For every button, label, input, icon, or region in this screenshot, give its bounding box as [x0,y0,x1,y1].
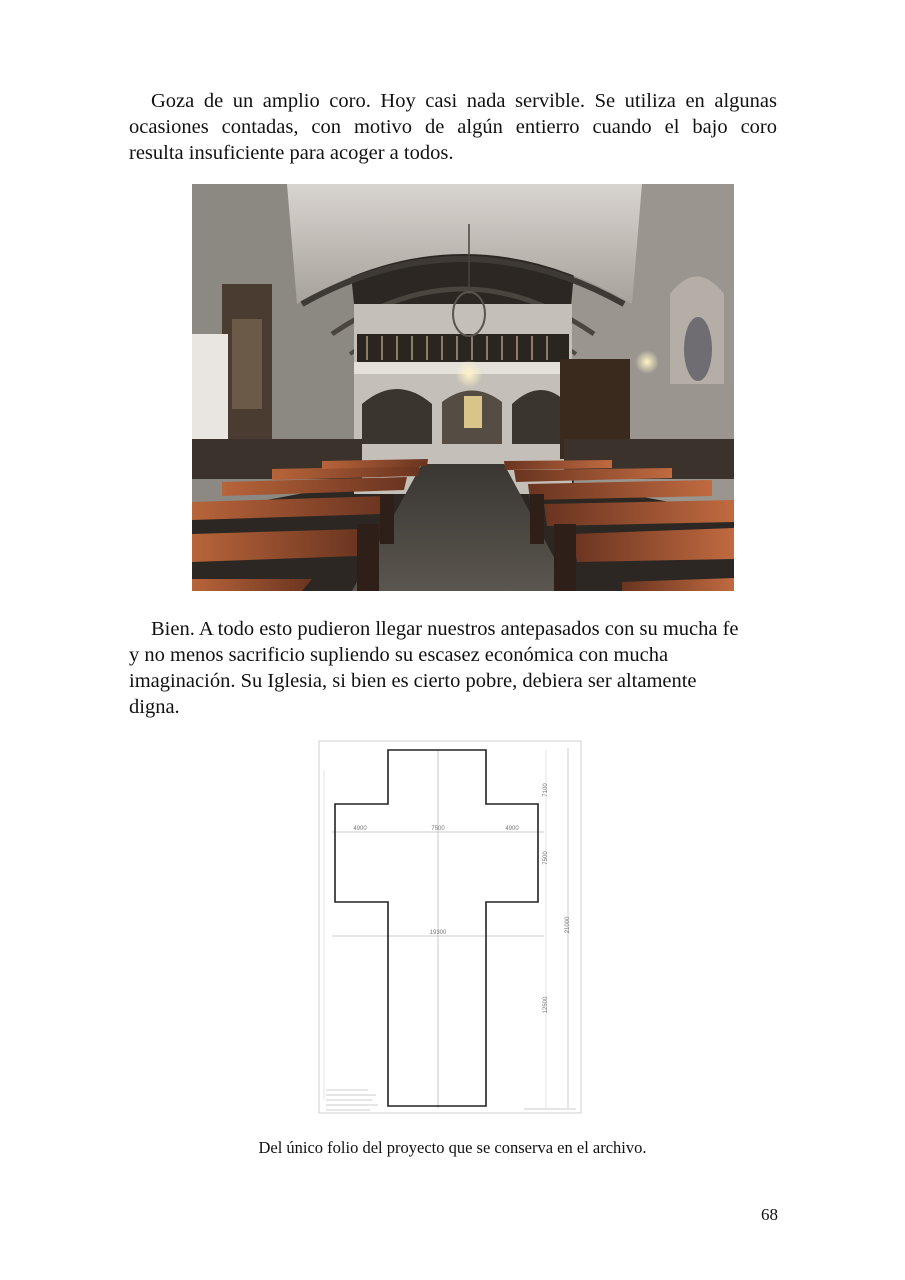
paragraph-2 [129,616,777,720]
paragraph-line: Goza de un amplio coro. Hoy casi nada servible. Se utiliza en algunas [151,90,777,112]
plan-dimension: 4900 [353,826,367,832]
plan-dimension: 7500 [543,851,549,865]
church-interior-photo [192,184,734,591]
page-number: 68 [761,1205,778,1224]
title-block-scribble [326,1090,576,1110]
cross-plan-drawing [318,740,582,1114]
plan-dimension: 19300 [429,930,447,936]
plan-dimension: 7500 [431,826,445,832]
paragraph-1 [129,88,777,166]
church-floor-plan [318,740,582,1114]
plan-dimension: 21000 [565,916,571,934]
plan-dimension: 12500 [543,996,549,1014]
cross-outline [335,750,538,1106]
paragraph-line: Bien. A todo esto pudieron llegar nuestros antepasados con su mucha fe [151,618,739,640]
plan-dimension: 4900 [505,826,519,832]
paragraph-line: imaginación. Su Iglesia, si bien es cierto pobre, debiera ser altamente [129,670,697,692]
figure-caption: Del único folio del proyecto que se conserva en el archivo. [258,1138,647,1157]
paragraph-line: digna. [129,696,180,718]
paragraph-line: resulta insuficiente para acoger a todos. [129,142,454,164]
plan-dimension: 7100 [543,783,549,797]
paragraph-line: ocasiones contadas, con motivo de algún entierro cuando el bajo coro [129,116,777,138]
paragraph-line: y no menos sacrificio supliendo su escasez económica con mucha [129,644,669,666]
church-interior-illustration [192,184,734,591]
